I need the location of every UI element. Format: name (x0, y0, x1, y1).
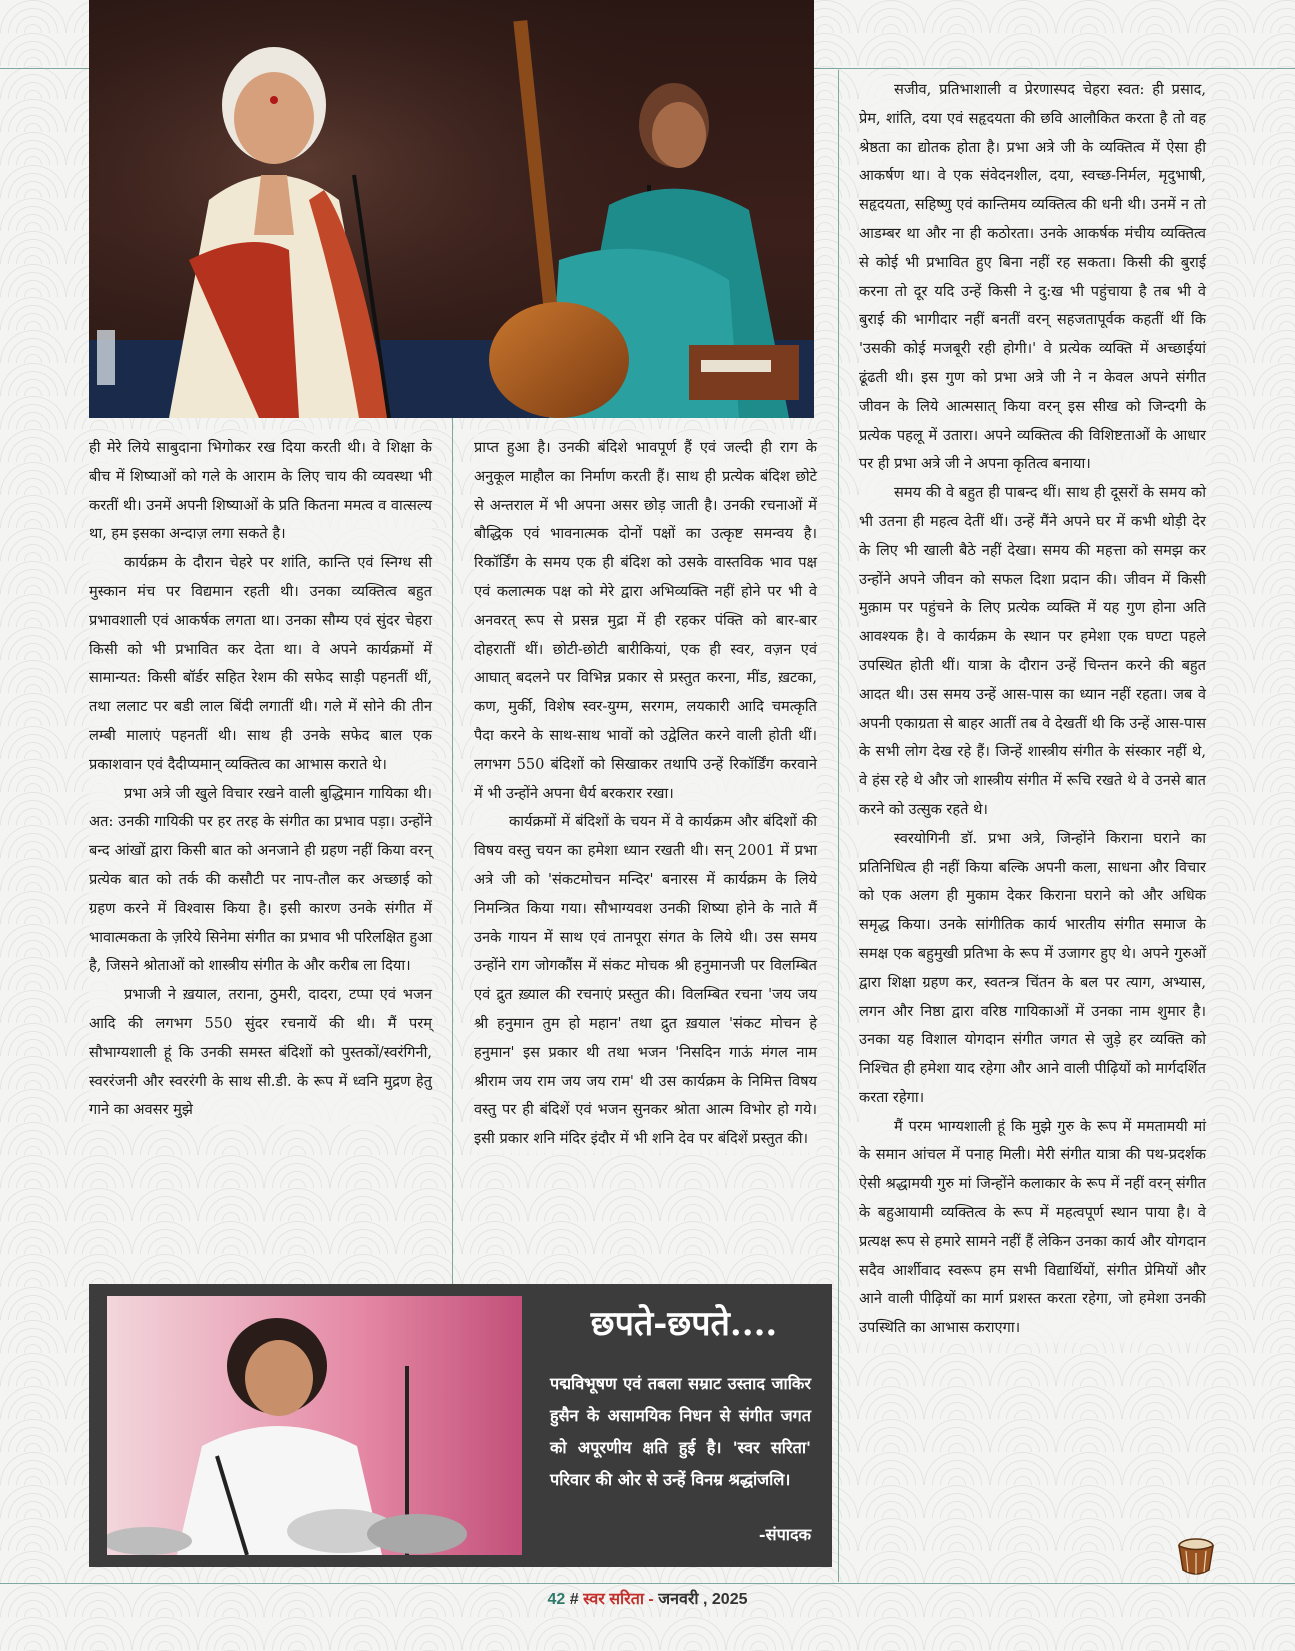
page-footer (0, 1588, 1295, 1612)
magazine-name: स्वर सरिता - (583, 1591, 654, 1608)
bottom-rule (0, 1583, 1295, 1584)
footer-separator: # (569, 1591, 579, 1608)
box-text: पद्मविभूषण एवं तबला सम्राट उस्ताद जाकिर हुसैन के असामयिक निधन से संगीत जगत को अपूरणीय क्षति हुई है। 'स्वर सरिता' परिवार की ओर से उन्हें विनम्र श्रद्धांजलि। (550, 1374, 811, 1489)
drum-icon (1174, 1534, 1218, 1578)
tabla-photo-illustration (107, 1296, 522, 1555)
paragraph: प्रभाजी ने ख़याल, तराना, ठुमरी, दादरा, टप्पा एवं भजन आदि की लगभग 550 सुंदर रचनायें की थी। मैं परम् सौभाग्यशाली हूं कि उनकी समस्त बंदिशों को पुस्तकों/स्वरंगिनी, स्वररंजनी और स्वररंगी के साथ सी.डी. के रूप में ध्वनि मुद्रण हेतु गाने का अवसर मुझे (89, 986, 432, 1119)
column-divider-right (838, 70, 839, 1582)
issue-date: जनवरी , 2025 (658, 1591, 748, 1608)
paragraph: प्राप्त हुआ है। उनकी बंदिशे भावपूर्ण हैं एवं जल्दी ही राग के अनुकूल माहौल का निर्माण करती हैं। साथ ही प्रत्येक बंदिश छोटे से अन्तराल में भी अपना असर छोड़ जाती है। उनकी रचनाओं में बौद्धिक एवं भावनात्मक दोनों पक्षों का उत्कृष्ट समन्वय है। रिकॉर्डिंग के समय एक ही बंदिश को उसके वास्तविक भाव पक्ष एवं कलात्मक पक्ष को मेरे द्वारा अभिव्यक्ति नहीं होने पर भी वे अनवरत् रूप से प्रसन्न मुद्रा में ही रहकर पंक्ति को बार-बार दोहरातीं थीं। छोटी-छोटी बारीकियां, एक ही स्वर, वज़न एवं आघात् बदलने पर विभिन्न प्रकार से प्रस्तुत करना, मींड, ख़टका, कण, मुर्की, विशेष स्वर-युग्म, सरगम, लयकारी आदि चमत्कृति पैदा करने के साथ-साथ भावों को उद्वेलित करने वाली होती थीं। लगभग 550 बंदिशों को सिखाकर तथापि उन्हें रिकॉर्डिंग करवाने में भी उन्होंने अपना धैर्य बरकरार रखा। (474, 439, 817, 802)
box-title: छपते-छपते.... (590, 1304, 778, 1344)
text-column-middle (474, 434, 817, 1154)
paragraph: ही मेरे लिये साबुदाना भिगोकर रख दिया करती थी। वे शिक्षा के बीच में शिष्याओं को गले के आराम के लिए चाय की व्यवस्था भी करतीं थी। उनमें अपनी शिष्याओं के प्रति कितना ममत्व व वात्सल्य था, हम इसका अन्दाज़ लगा सकते है। (89, 439, 432, 543)
obituary-box (89, 1284, 832, 1567)
paragraph: सजीव, प्रतिभाशाली व प्रेरणास्पद चेहरा स्वत: ही प्रसाद, प्रेम, शांति, दया एवं सहृदयता की छवि आलौकित करता है तो वह श्रेष्ठता का द्योतक होता है। प्रभा अत्रे जी के व्यक्तित्व में ऐसा ही आकर्षण था। वे एक संवेदनशील, दया, स्वच्छ-निर्मल, मृदुभाषी, सहृदयता, सहिष्णु एवं कान्तिमय व्यक्तित्व की धनी थी। उनमें न तो आडम्बर था और ना ही कठोरता। उनके आकर्षक मंचीय व्यक्तित्व से कोई भी प्रभावित हुए बिना नहीं रह सकता। किसी की बुराई करना तो दूर यदि उन्हें किसी ने दु:ख भी पहुंचाया है तब भी वे बुराई की भागीदार नहीं बनतीं वरन् सहजतापूर्वक कहतीं थीं कि 'उसकी कोई मजबूरी रही होगी।' वे प्रत्येक व्यक्ति में अच्छाईयां ढूंढती थी। इस गुण को प्रभा अत्रे जी ने न केवल अपने संगीत जीवन के लिये आत्मसात् किया वरन् इस सीख को जिन्दगी के प्रत्येक पहलू में उतारा। अपने व्यक्तित्व की विशिष्टताओं के आधार पर ही प्रभा अत्रे जी ने अपना कृतित्व बनाया। (859, 81, 1206, 473)
editor-signature: -संपादक (758, 1525, 811, 1544)
paragraph: कार्यक्रम के दौरान चेहरे पर शांति, कान्ति एवं स्निग्ध सी मुस्कान मंच पर विद्यमान रहती थी। उनका व्यक्तित्व बहुत प्रभावशाली एवं आकर्षक लगता था। उनका सौम्य एवं सुंदर चेहरा किसी को भी प्रभावित कर देता था। वे अपने कार्यक्रमों में सामान्यत: किसी बॉर्डर सहित रेशम की सफेद साड़ी पहनतीं थीं, तथा ललाट पर बडी लाल बिंदी लगातीं थी। गले में सोने की तीन लम्बी मालाएं पहनतीं थी। साथ ही उनके सफेद बाल एक प्रकाशवान एवं दैदीप्यमान् व्यक्तित्व का आभास कराते थे। (89, 554, 432, 773)
page-number: 42 (547, 1591, 566, 1608)
text-column-right (859, 76, 1206, 1343)
column-divider-left (452, 418, 453, 1284)
text-column-left (89, 434, 432, 1125)
paragraph: कार्यक्रमों में बंदिशों के चयन में वे कार्यक्रम और बंदिशों की विषय वस्तु चयन का हमेशा ध्यान रखती थी। सन् 2001 में प्रभा अत्रे जी को 'संकटमोचन मन्दिर' बनारस में कार्यक्रम के लिये निमन्त्रित किया गया। सौभाग्यवश उनकी शिष्या होने के नाते मैं उनके गायन में साथ एवं तानपूरा संगत के लिये थी। उस समय उन्होंने राग जोगकौंस में संकट मोचक श्री हनुमानजी पर विलम्बित एवं द्रुत ख़्याल की रचनाएं प्रस्तुत की। विलम्बित रचना 'जय जय श्री हनुमान तुम हो महान' तथा द्रुत ख़याल 'संकट मोचन हे हनुमान' इस प्रकार थी तथा भजन 'निसदिन गाऊं मंगल नाम श्रीराम जय राम जय जय राम' थी उस कार्यक्रम के निमित्त विषय वस्तु पर ही बंदिशें एवं भजन सुनकर श्रोता आत्म विभोर हो गये। इसी प्रकार शनि मंदिर इंदौर में भी शनि देव पर बंदिशें प्रस्तुत की। (474, 813, 817, 1148)
paragraph: प्रभा अत्रे जी खुले विचार रखने वाली बुद्धिमान गायिका थी। अत: उनकी गायिकी पर हर तरह के संगीत का प्रभाव पड़ा। उन्होंने बन्द आंखों द्वारा किसी बात को अनजाने ही ग्रहण नहीं किया वरन् प्रत्येक बात को तर्क की कसौटी पर नाप-तौल कर अच्छाई को ग्रहण करने में विश्वास किया है। इसी कारण उनके संगीत में भावात्मकता के ज़रिये सिनेमा संगीत का प्रभाव भी परिलक्षित हुआ है, जिसने श्रोताओं को शास्त्रीय संगीत के और करीब ला दिया। (89, 784, 432, 975)
stage-photo-illustration (89, 0, 814, 418)
paragraph: समय की वे बहुत ही पाबन्द थीं। साथ ही दूसरों के समय को भी उतना ही महत्व देतीं थीं। उन्हें मैंने अपने घर में कभी थोड़ी देर के लिए भी खाली बैठे नहीं देखा। समय की महत्ता को समझ कर उन्होंने अपने जीवन को सफल दिशा प्रदान की। जीवन में किसी मुक़ाम पर पहुंचने के लिए प्रत्येक व्यक्ति में यह गुण होना अति आवश्यक है। वे कार्यक्रम के स्थान पर हमेशा एक घण्टा पहले उपस्थित होती थीं। यात्रा के दौरान उन्हें चिन्तन करने की बहुत आदत थी। उस समय उन्हें आस-पास का ध्यान नहीं रहता। जब वे अपनी एकाग्रता से बाहर आतीं तब वे देखतीं थी कि उन्हें आस-पास के सभी लोग देख रहे हैं। जिन्हें शास्त्रीय संगीत के संस्कार नहीं थे, वे हंस रहे थे और जो शास्त्रीय संगीत में रूचि रखते थे वे उनसे बात करने को उत्सुक रहते थे। (859, 484, 1206, 818)
singers-on-stage-photo (89, 0, 814, 418)
paragraph: स्वरयोगिनी डॉ. प्रभा अत्रे, जिन्होंने किराना घराने का प्रतिनिधित्व ही नहीं किया बल्कि अपनी कला, साधना और विचार को एक अलग ही मुकाम देकर किराना घराने को और अधिक समृद्ध किया। उनके सांगीतिक कार्य भारतीय संगीत समाज के समक्ष एक बहुमुखी प्रतिभा के रूप में उजागर हुए थे। अपने गुरुओं द्वारा शिक्षा ग्रहण कर, स्वतन्त्र चिंतन के बल पर त्याग, अभ्यास, लगन और निष्ठा द्वारा वरिष्ठ गायिकाओं में उनका नाम शुमार है। उनका यह विशाल योगदान संगीत जगत से जुड़े हर व्यक्ति को निश्चित ही हमेशा याद रहेगा और आने वाली पीढ़ियों को मार्गदर्शित करता रहेगा। (859, 829, 1206, 1106)
paragraph: मैं परम भाग्यशाली हूं कि मुझे गुरु के रूप में ममतामयी मां के समान आंचल में पनाह मिली। मेरी संगीत यात्रा की पथ-प्रदर्शक ऐसी श्रद्धामयी गुरु मां जिन्होंने कलाकार के रूप में नहीं वरन् संगीत के बहुआयामी व्यक्तित्व के रूप में महत्वपूर्ण स्थान पाया है। वे प्रत्यक्ष रूप से हमारे सामने नहीं हैं लेकिन उनका कार्य और योगदान सदैव आर्शीवाद स्वरूप हम सभी विद्यार्थियों, संगीत प्रेमियों और आने वाली पीढ़ियों का मार्ग प्रशस्त करता रहेगा, जो हमेशा उनकी उपस्थिति का आभास कराएगा। (859, 1117, 1206, 1337)
tabla-player-photo (107, 1296, 522, 1555)
